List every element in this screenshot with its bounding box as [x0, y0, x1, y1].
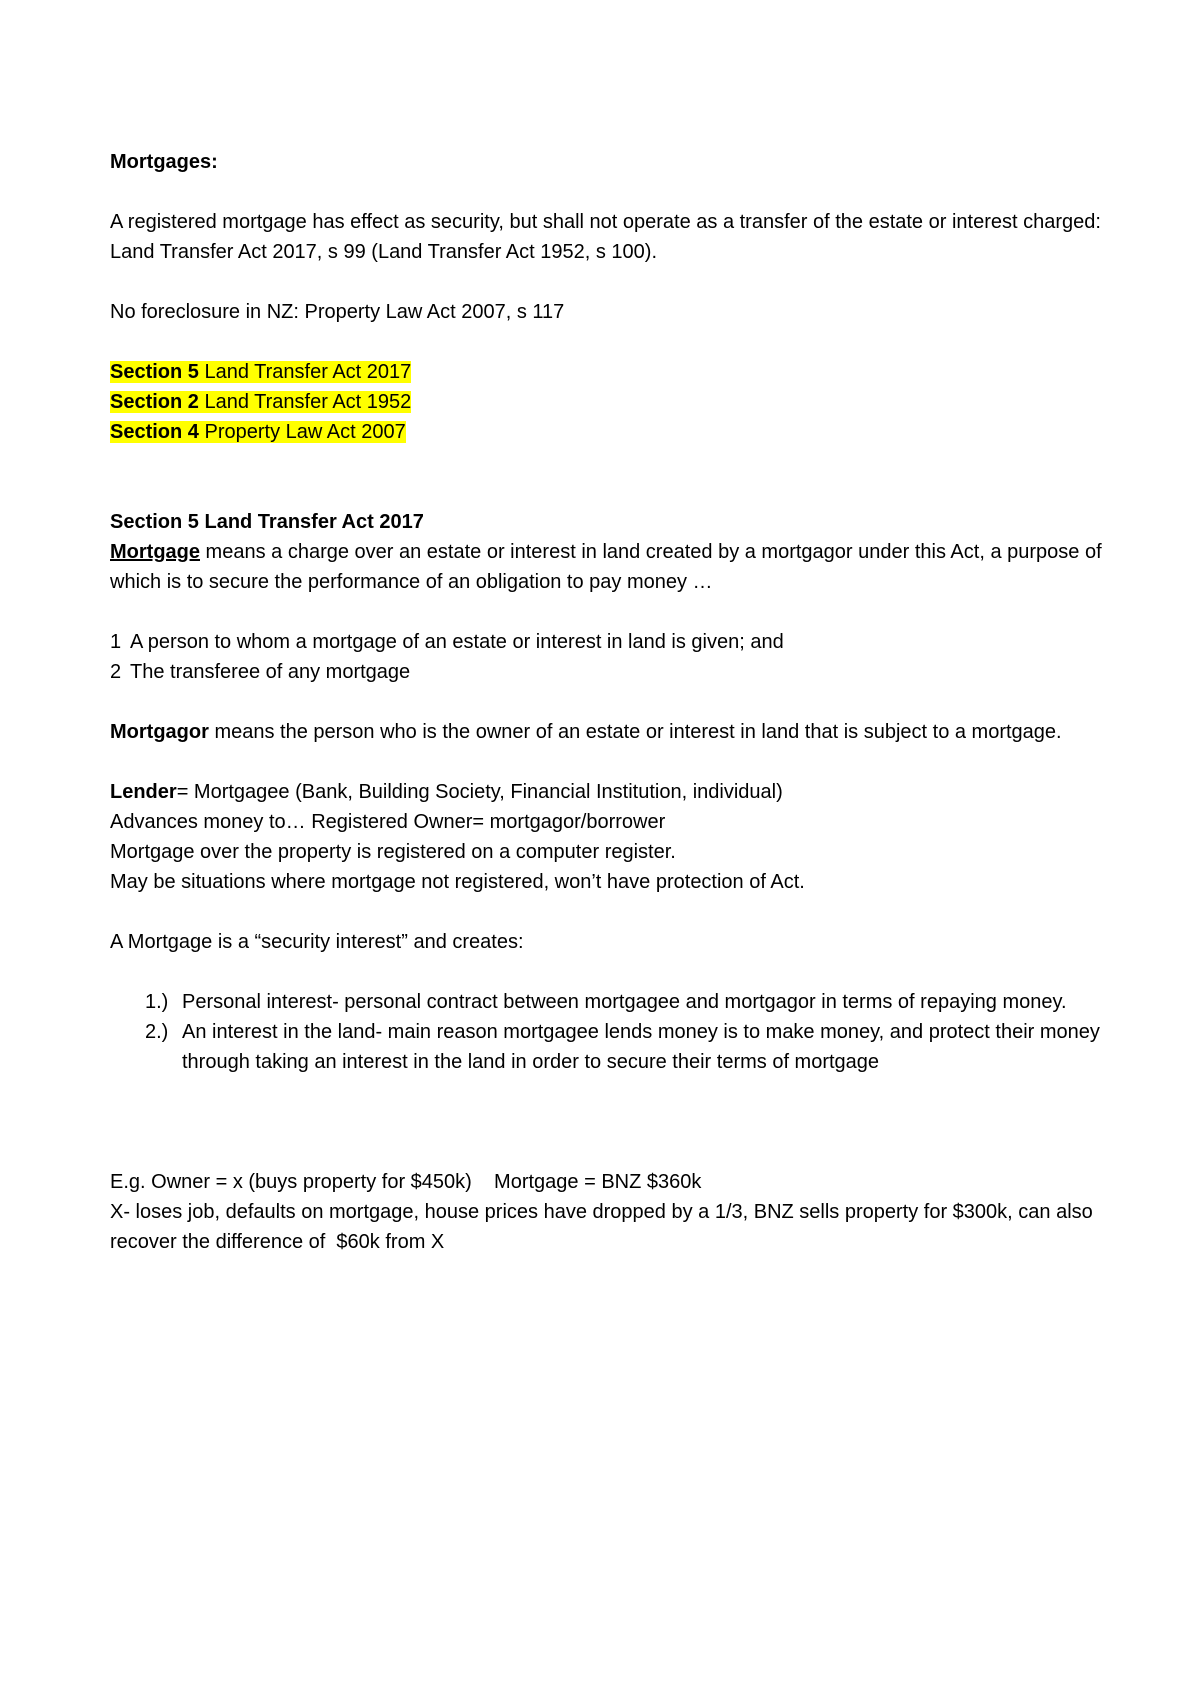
security-interest-intro: A Mortgage is a “security interest” and creates:	[110, 931, 524, 953]
document-body	[110, 147, 1110, 1257]
definitions-section-title: Section 5 Land Transfer Act 2017	[110, 511, 424, 533]
list-item: 2.) An interest in the land- main reason mortgagee lends money is to make money, and protect their money through taking an interest in the land in order to secure their terms of mortgage	[145, 1021, 1100, 1073]
mortgagee-list	[110, 627, 1110, 687]
list-item: 1 A person to whom a mortgage of an estate or interest in land is given; and	[110, 631, 784, 653]
example-line: E.g. Owner = x (buys property for $450k) Mortgage = BNZ $360k	[110, 1171, 702, 1193]
highlighted-section: Section 5 Land Transfer Act 2017	[110, 361, 412, 383]
parties-block	[110, 777, 1110, 897]
highlighted-section: Section 4 Property Law Act 2007	[110, 421, 406, 443]
parties-line: Mortgage over the property is registered on a computer register.	[110, 841, 676, 863]
highlighted-section-list	[110, 357, 1110, 447]
parties-line: Advances money to… Registered Owner= mortgagor/borrower	[110, 811, 666, 833]
security-interest-list	[110, 987, 1110, 1077]
lender-term: Lender	[110, 781, 177, 803]
mortgage-term: Mortgage	[110, 541, 200, 563]
list-item: 1.) Personal interest- personal contract between mortgagee and mortgagor in terms of repaying money.	[145, 991, 1067, 1013]
mortgage-definition: Mortgage means a charge over an estate or interest in land created by a mortgagor under this Act, a purpose of which is to secure the performance of an obligation to pay money …	[110, 541, 1108, 593]
mortgagor-definition: Mortgagor means the person who is the owner of an estate or interest in land that is subject to a mortgage.	[110, 721, 1062, 743]
parties-line: May be situations where mortgage not registered, won’t have protection of Act.	[110, 871, 805, 893]
mortgagor-term: Mortgagor	[110, 721, 209, 743]
example-block	[110, 1167, 1110, 1257]
intro-paragraph-security: A registered mortgage has effect as security, but shall not operate as a transfer of the estate or interest charged: Land Transfer Act 2017, s 99 (Land Transfer Act 1952, s 100).	[110, 211, 1107, 263]
document-heading: Mortgages:	[110, 151, 218, 173]
example-line: X- loses job, defaults on mortgage, house prices have dropped by a 1/3, BNZ sells property for $300k, can also recover the difference of $60k from X	[110, 1201, 1099, 1253]
lender-line: Lender= Mortgagee (Bank, Building Society, Financial Institution, individual)	[110, 781, 783, 803]
highlighted-section: Section 2 Land Transfer Act 1952	[110, 391, 412, 413]
list-item: 2 The transferee of any mortgage	[110, 661, 411, 683]
intro-paragraph-foreclosure: No foreclosure in NZ: Property Law Act 2007, s 117	[110, 301, 565, 323]
